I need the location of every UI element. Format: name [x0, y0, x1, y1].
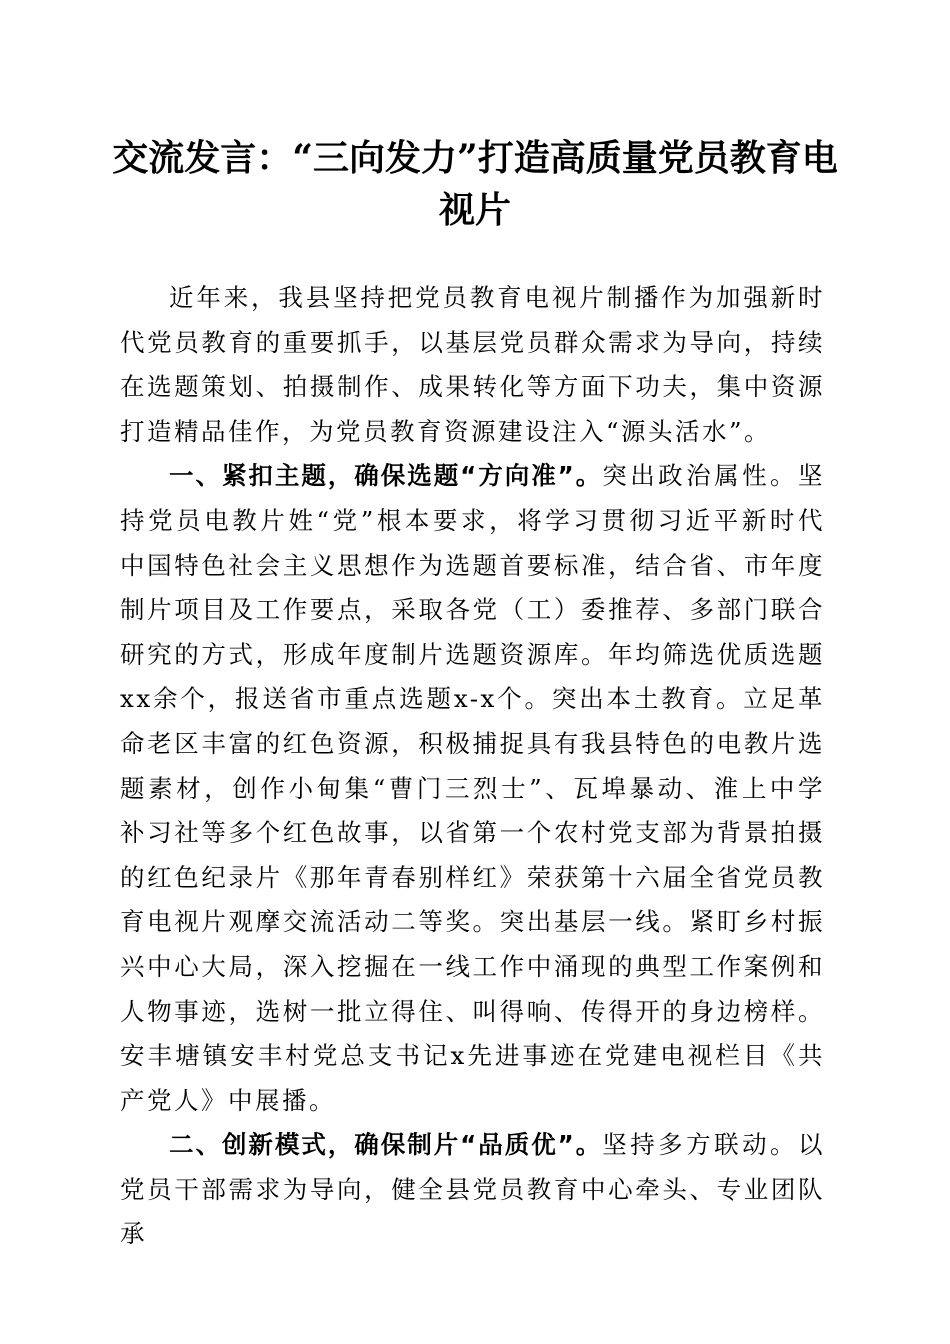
- paragraph-text: 坚持多方联动。以党员干部需求为导向，健全县党员教育中心牵头、专业团队承: [120, 1130, 826, 1249]
- paragraph-text: 近年来，我县坚持把党员教育电视片制播作为加强新时代党员教育的重要抓手，以基层党员群众需求为导向，持续在选题策划、拍摄制作、成果转化等方面下功夫，集中资源打造精品佳作，为党员教育资源建设注入“源头活水”。: [120, 283, 825, 446]
- document-title: 交流发言：“三向发力”打造高质量党员教育电视片: [112, 137, 838, 231]
- section-heading-2: 二、创新模式，确保制片“品质优”。: [169, 1130, 603, 1160]
- document-body: [120, 276, 825, 1257]
- section-heading-1: 一、紧扣主题，确保选题“方向准”。: [169, 461, 603, 491]
- paragraph-intro: [120, 276, 825, 454]
- paragraph-section-1: [120, 454, 825, 1123]
- paragraph-text: 突出政治属性。坚持党员电教片姓“党”根本要求，将学习贯彻习近平新时代中国特色社会主义思想作为选题首要标准，结合省、市年度制片项目及工作要点，采取各党（工）委推荐、多部门联合研究的方式，形成年度制片选题资源库。年均筛选优质选题xx余个，报送省市重点选题x-x个。突出本土教育。立足革命老区丰富的红色资源，积极捕捉具有我县特色的电教片选题素材，创作小甸集“曹门三烈士”、瓦埠暴动、淮上中学补习社等多个红色故事，以省第一个农村党支部为背景拍摄的红色纪录片《那年青春别样红》荣获第十六届全省党员教育电视片观摩交流活动二等奖。突出基层一线。紧盯乡村振兴中心大局，深入挖掘在一线工作中涌现的典型工作案例和人物事迹，选树一批立得住、叫得响、传得开的身边榜样。安丰塘镇安丰村党总支书记x先进事迹在党建电视栏目《共产党人》中展播。: [120, 461, 826, 1115]
- paragraph-section-2: [120, 1123, 825, 1257]
